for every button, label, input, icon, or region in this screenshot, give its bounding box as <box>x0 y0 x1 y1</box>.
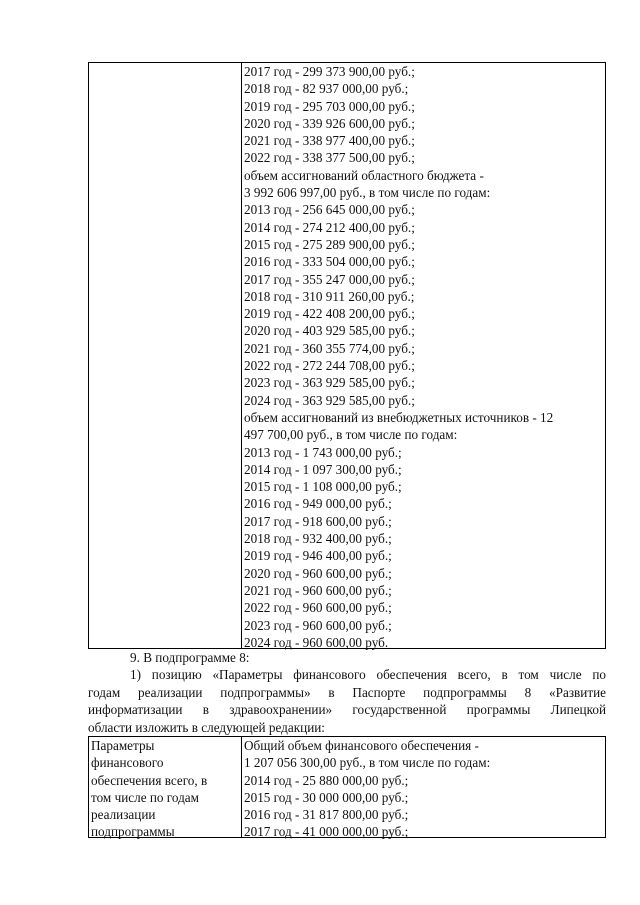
section-heading-block <box>88 649 606 667</box>
table-text-line: 2021 год - 360 355 774,00 руб.; <box>244 340 415 356</box>
section-heading: 9. В подпрограмме 8: <box>130 650 250 665</box>
table-text-line: 2015 год - 1 108 000,00 руб.; <box>244 479 402 495</box>
table-text-line: 2018 год - 932 400,00 руб.; <box>244 531 392 547</box>
table-left-cell-empty <box>89 63 242 648</box>
table-text-line: 1 207 056 300,00 руб., в том числе по годам: <box>244 755 491 771</box>
table-text-line: 2019 год - 422 408 200,00 руб.; <box>244 306 415 322</box>
subprogram8-financing-table <box>88 736 606 838</box>
table-text-line: 2014 год - 274 212 400,00 руб.; <box>244 219 415 235</box>
table-text-line: 2021 год - 960 600,00 руб.; <box>244 582 392 598</box>
table-text-line: 2018 год - 82 937 000,00 руб.; <box>244 81 409 97</box>
table-text-line: 2013 год - 1 743 000,00 руб.; <box>244 444 402 460</box>
table-text-line: 2023 год - 960 600,00 руб.; <box>244 617 392 633</box>
table-text-line: 2017 год - 299 373 900,00 руб.; <box>244 64 415 79</box>
table-text-line: 2022 год - 272 244 708,00 руб.; <box>244 358 415 374</box>
table-text-line: Общий объем финансового обеспечения - <box>244 738 479 753</box>
parameter-label-line: том числе по годам <box>91 789 199 805</box>
paragraph-line: информатизации в здравоохранении» государственной программы Липецкой <box>88 702 606 717</box>
table-text-line: 2020 год - 960 600,00 руб.; <box>244 565 392 581</box>
table-text-line: 2019 год - 295 703 000,00 руб.; <box>244 98 415 114</box>
table-text-line: 2020 год - 403 929 585,00 руб.; <box>244 323 415 339</box>
parameter-label-line: финансового <box>91 755 164 771</box>
table-text-line: 3 992 606 997,00 руб., в том числе по годам: <box>244 185 491 201</box>
table-text-line: 2024 год - 363 929 585,00 руб.; <box>244 392 415 408</box>
table-text-line: 2019 год - 946 400,00 руб.; <box>244 548 392 564</box>
table-text-line: 2013 год - 256 645 000,00 руб.; <box>244 202 415 218</box>
table-text-line: 2014 год - 25 880 000,00 руб.; <box>244 772 409 788</box>
parameter-label-line: Параметры <box>91 738 155 753</box>
table-text-line: 2016 год - 333 504 000,00 руб.; <box>244 254 415 270</box>
financing-table-continued <box>88 62 606 649</box>
table-text-line: 2015 год - 275 289 900,00 руб.; <box>244 236 415 252</box>
table-text-line: 2017 год - 918 600,00 руб.; <box>244 513 392 529</box>
paragraph-line: области изложить в следующей редакции: <box>88 719 325 735</box>
table-text-line: 2016 год - 949 000,00 руб.; <box>244 496 392 512</box>
table-text-line: 2022 год - 960 600,00 руб.; <box>244 600 392 616</box>
parameter-name-cell <box>89 737 242 840</box>
table-text-line: 2015 год - 30 000 000,00 руб.; <box>244 789 409 805</box>
amendment-paragraph <box>88 666 606 736</box>
table-text-line: 2021 год - 338 977 400,00 руб.; <box>244 133 415 149</box>
table-text-line: 2018 год - 310 911 260,00 руб.; <box>244 288 415 304</box>
table-text-line: 2017 год - 355 247 000,00 руб.; <box>244 271 415 287</box>
parameter-label-line: подпрограммы <box>91 824 175 840</box>
parameter-label-line: обеспечения всего, в <box>91 772 208 788</box>
paragraph-line: годам реализации подпрограммы» в Паспорте подпрограммы 8 «Развитие <box>88 684 606 700</box>
table-text-line: 497 700,00 руб., в том числе по годам: <box>244 427 458 443</box>
parameter-value-cell <box>242 737 605 840</box>
table-text-line: объем ассигнований из внебюджетных источников - 12 <box>244 409 554 425</box>
table-text-line: 2020 год - 339 926 600,00 руб.; <box>244 115 415 131</box>
table-text-line: 2017 год - 41 000 000,00 руб.; <box>244 824 409 840</box>
table-text-line: 2016 год - 31 817 800,00 руб.; <box>244 807 409 823</box>
paragraph-line: 1) позицию «Параметры финансового обеспечения всего, в том числе по <box>130 667 606 682</box>
table-right-cell <box>242 63 605 648</box>
table-text-line: 2014 год - 1 097 300,00 руб.; <box>244 461 402 477</box>
table-text-line: 2022 год - 338 377 500,00 руб.; <box>244 150 415 166</box>
parameter-label-line: реализации <box>91 807 156 823</box>
table-text-line: 2024 год - 960 600,00 руб. <box>244 634 389 650</box>
table-text-line: 2023 год - 363 929 585,00 руб.; <box>244 375 415 391</box>
table-text-line: объем ассигнований областного бюджета - <box>244 167 484 183</box>
